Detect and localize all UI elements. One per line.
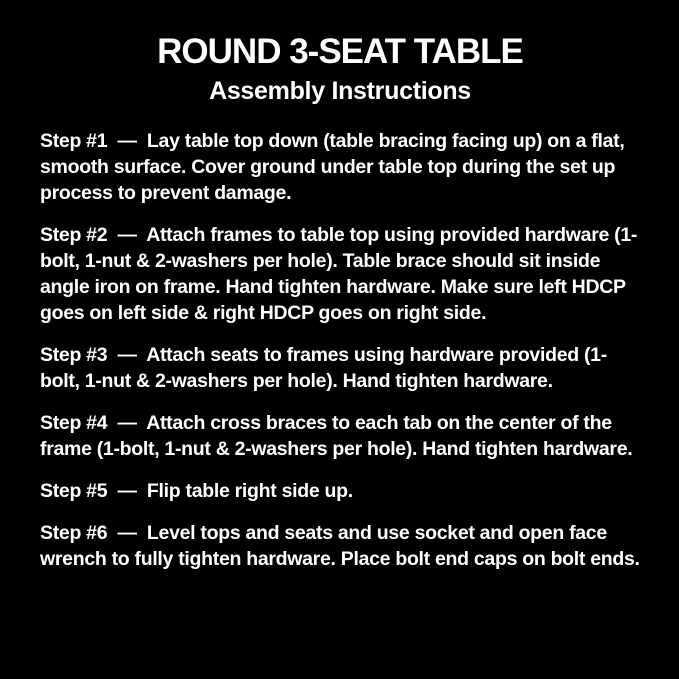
page-title: ROUND 3-SEAT TABLE [157,32,523,71]
step-paragraph-6: Step #6 — Level tops and seats and use socket and open face wrench to fully tighten hardware. Place bolt end caps on bolt ends. [40,521,640,570]
step-paragraph-2: Step #2 — Attach frames to table top using provided hardware (1-bolt, 1-nut & 2-washers per hole). Table brace should sit inside angle iron on frame. Hand tighten hardware. Make sure left HDCP goes on left side & right HDCP goes on right side. [40,223,638,324]
step-paragraph-1: Step #1 — Lay table top down (table bracing facing up) on a flat, smooth surface. Cover ground under table top during the set up process to prevent damage. [40,129,630,204]
steps-list [40,128,640,572]
page-subtitle: Assembly Instructions [209,77,471,106]
step-paragraph-4: Step #4 — Attach cross braces to each tab on the center of the frame (1-bolt, 1-nut & 2-washers per hole). Hand tighten hardware. [40,411,633,460]
step-paragraph-3: Step #3 — Attach seats to frames using hardware provided (1-bolt, 1-nut & 2-washers per hole). Hand tighten hardware. [40,343,607,392]
step-paragraph-5: Step #5 — Flip table right side up. [40,479,353,502]
